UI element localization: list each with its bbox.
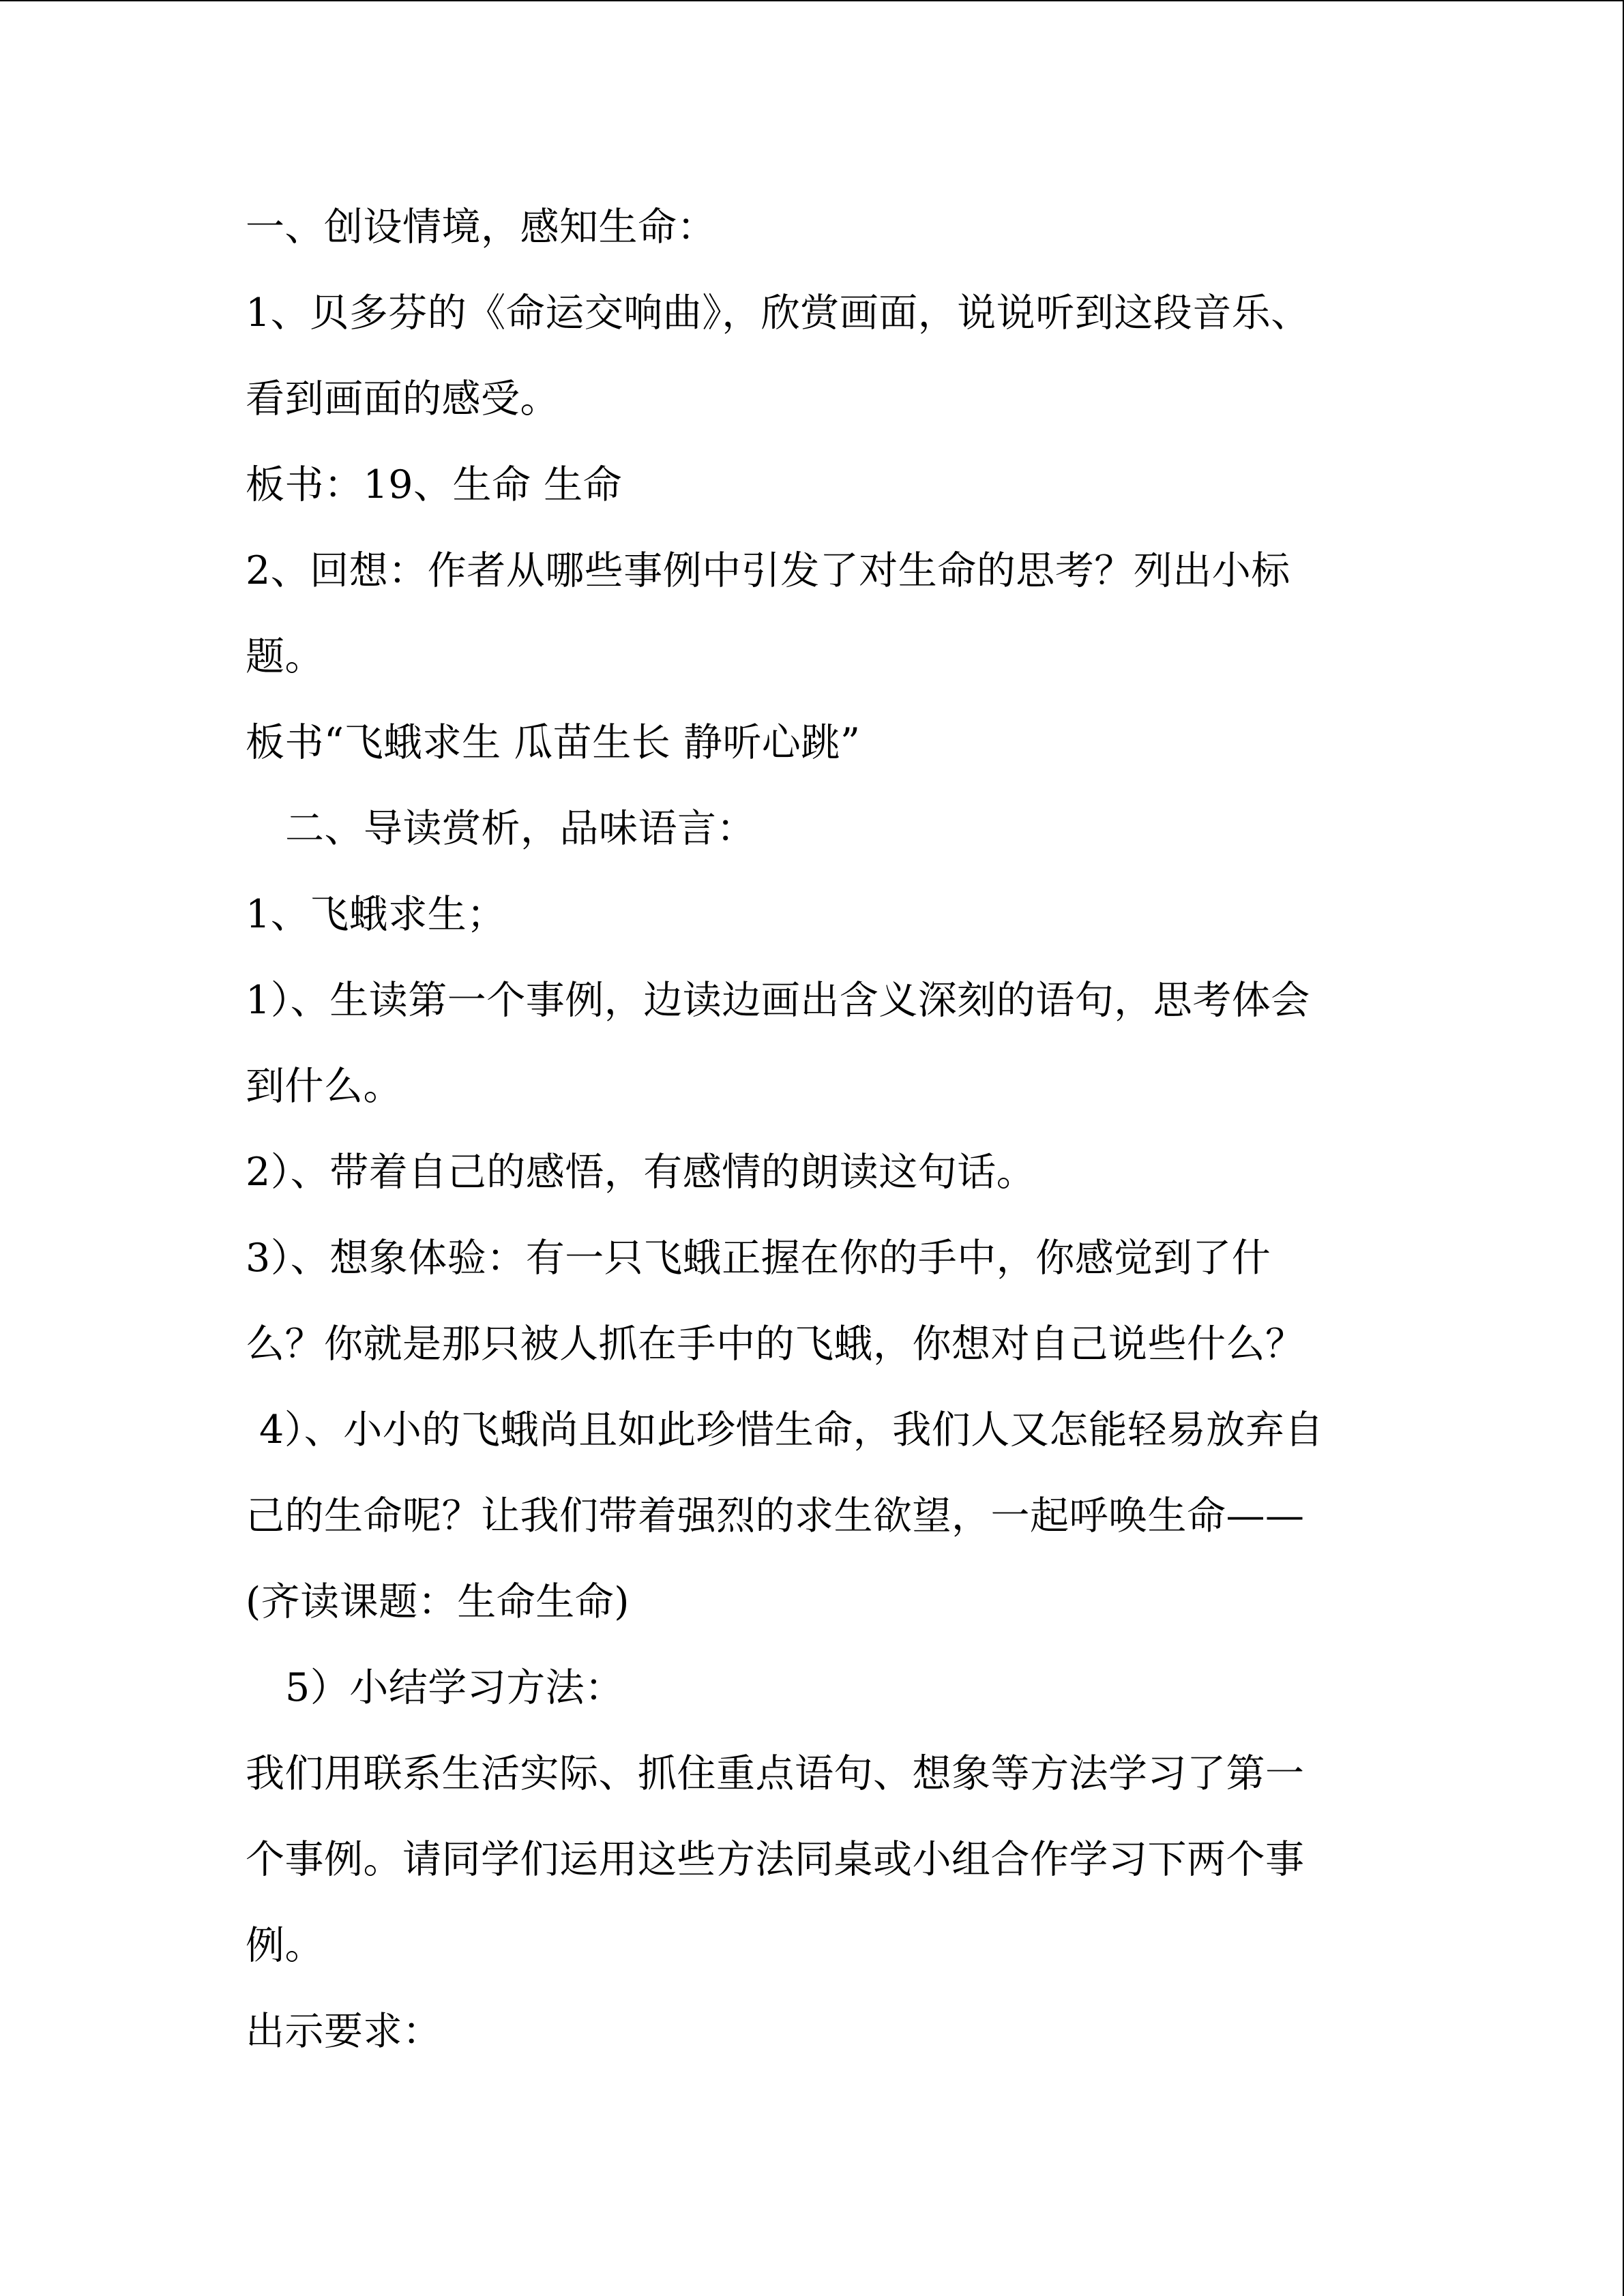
paragraph-line: 出示要求： — [246, 2009, 442, 2054]
paragraph-line: 1、贝多芬的《命运交响曲》，欣赏画面，说说听到这段音乐、 — [246, 290, 1310, 336]
paragraph-line: 1）、生读第一个事例，边读边画出含义深刻的语句，思考体会 — [246, 978, 1310, 1023]
subsection-heading: 1、飞蛾求生； — [246, 892, 506, 937]
page-top-border — [0, 0, 1624, 1]
paragraph-line: 到什么。 — [246, 1064, 402, 1109]
paragraph-line: 我们用联系生活实际、抓住重点语句、想象等方法学习了第一 — [246, 1751, 1305, 1796]
paragraph-line: 2、回想：作者从哪些事例中引发了对生命的思考？列出小标 — [246, 548, 1290, 593]
paragraph-line: 么？你就是那只被人抓在手中的飞蛾，你想对自己说些什么？ — [246, 1322, 1305, 1367]
paragraph-line: 4）、小小的飞蛾尚且如此珍惜生命，我们人又怎能轻易放弃自 — [259, 1407, 1324, 1452]
board-note-line: 板书：19、生命 生命 — [246, 462, 623, 507]
paragraph-line: 己的生命呢？让我们带着强烈的求生欲望，一起呼唤生命—— — [246, 1493, 1305, 1538]
paragraph-line: 例。 — [246, 1923, 324, 1968]
section-heading-1: 一、创设情境，感知生命： — [246, 205, 716, 250]
paragraph-line: 题。 — [246, 634, 324, 679]
board-note-line: 板书“飞蛾求生 瓜苗生长 静听心跳” — [246, 720, 861, 765]
subsection-heading: 5）小结学习方法： — [285, 1665, 624, 1710]
paragraph-line: 看到画面的感受。 — [246, 376, 559, 421]
section-heading-2: 二、导读赏析，品味语言： — [285, 806, 756, 851]
document-body — [246, 199, 1391, 2059]
paragraph-line: 2）、带着自己的感悟，有感情的朗读这句话。 — [246, 1150, 1036, 1195]
paragraph-line: 3）、想象体验：有一只飞蛾正握在你的手中，你感觉到了什 — [246, 1236, 1271, 1281]
paragraph-line: (齐读课题：生命生命) — [246, 1579, 630, 1624]
paragraph-line: 个事例。请同学们运用这些方法同桌或小组合作学习下两个事 — [246, 1837, 1305, 1882]
